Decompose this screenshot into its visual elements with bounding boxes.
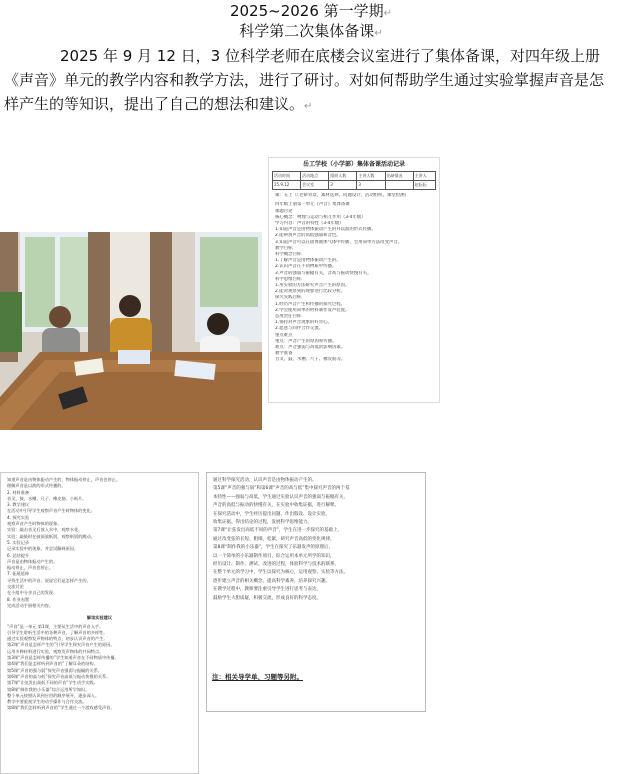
scan-line: 知道声音是由物体振动产生的，物体振动停止，声音也停止。: [7, 477, 121, 482]
record-line: 探究实践目标: [275, 295, 302, 301]
record-cell: 3: [357, 181, 385, 190]
page-title: 科学第二次集体备课↵: [239, 22, 383, 40]
record-cell: 会议室: [301, 181, 329, 190]
record-line: 1.知道声音是由物体振动产生的并以波的形式传播。: [275, 227, 376, 233]
record-line: 教学准备: [275, 351, 293, 357]
record-cell: 主讲人数: [357, 172, 385, 181]
record-title: 岳工学校（小学部）集体备课活动记录: [302, 161, 405, 168]
record-line: 重点：声音产生的原因和传播。: [275, 338, 337, 344]
record-cell: 活动时间: [273, 172, 301, 181]
record-topic: 课：五上（（老研背景、素材选择、问题设计、活动组织、课堂检测）: [275, 193, 409, 199]
scan-line: 在整个单元的学习中，学生以探究为核心，运用观察、实验等方法，: [213, 570, 348, 576]
record-line: 科学思维目标: [275, 276, 302, 282]
scan-left-top: [1, 473, 198, 609]
scan-line: 第8课“制作我的小乐器”综合运用所学知识。: [7, 686, 90, 692]
record-line: 核心概念：物理与运动与相互作用（3-4年级）: [275, 214, 366, 220]
record-line: 态度责任目标: [275, 314, 302, 320]
record-line: 教学目标: [275, 245, 293, 251]
scan-line: 实验：敲击音叉后放入水中，观察水花。: [7, 527, 83, 533]
record-line: 音叉、鼓、水槽、尺子、橡皮筋等。: [275, 357, 346, 363]
record-cell: 主讲人: [413, 172, 435, 181]
scan-line: 交流讨论: [7, 584, 24, 590]
scan-line: 鼓励学生大胆质疑，积极交流，形成良好的科学态度。: [213, 595, 321, 601]
scan-line: 收集证据、得出结论的过程，发展科学思维能力。: [213, 520, 312, 526]
record-line: 3.知道声音可以在固体液体气体中传播，会用简单方法改变声音。: [275, 239, 403, 245]
record-line: 2.能辨别声音的高低强弱和音色。: [275, 233, 341, 239]
scan-line: 5. 实验记录: [7, 539, 30, 545]
scan-line: 第3课“声音是怎样传播的”学生知道声音在不同物质中传播。: [7, 655, 119, 661]
scan-line: 寻找生活中的声音，说说它们是怎样产生的。: [7, 577, 91, 583]
scan-line: 以一个简单的小乐器制作项目，综合运用本单元所学的知识，: [213, 553, 335, 559]
record-cell: 赵耘耘: [413, 181, 435, 190]
record-line: 2.学会使用简单的材料制作发声装置。: [275, 307, 350, 313]
scan-line: 整个单元按照认识到应用的顺序展开，逐步深入。: [7, 692, 100, 698]
scan-line: 运用多种材料进行实验，观察发声物体的共同特点。: [7, 648, 104, 654]
record-line: 1.用实验的方法研究声音产生的原因。: [275, 283, 350, 289]
record-cell: 活动地点: [301, 172, 329, 181]
record-info-table: [272, 171, 436, 190]
record-cell: 组织人数: [329, 172, 357, 181]
scan-right-lines: [207, 473, 425, 603]
attachment-note: 注：相关导学单、习题等另附。: [212, 673, 303, 681]
scan-line: 2. 材料准备: [7, 489, 30, 495]
record-cell: 25.9.12: [273, 181, 301, 190]
record-cell: 出缺情况: [385, 172, 413, 181]
scan-line: 通过实验观察发声物体的特点，初步认识声音的产生。: [7, 636, 108, 642]
activity-record-scan: [268, 157, 440, 403]
semester-heading: 2025~2026 第一学期↵: [229, 2, 393, 20]
scan-line: 通过改变弦的长短、粗细、松紧，研究声音高低的变化规律。: [213, 536, 335, 542]
scan-line: 第2课“声音是怎样产生的”引导学生探究声音产生的原因。: [7, 642, 115, 648]
scan-line: 音叉、鼓、水槽、尺子、橡皮筋、小纸片。: [7, 495, 87, 501]
scan-line: 逐步建立声音的相关概念，提高科学素养，培养探究兴趣。: [213, 578, 330, 584]
scan-line: “声音”是一单元 第1课，主要从生活中的声音入手。: [7, 623, 104, 629]
scan-line: 声音是由物体振动产生的。: [7, 558, 58, 564]
scan-line: 在小组中分享自己的发现。: [7, 590, 58, 596]
scan-line: 4. 探究实验: [7, 514, 30, 520]
scan-line: 引导学生聆听生活中的各种声音，了解声音的多样性。: [7, 629, 108, 635]
scan-left-bottom: [1, 624, 198, 712]
scan-line: 经历设计、制作、测试、改进的过程，体验科学与技术的联系。: [213, 562, 339, 568]
scan-line: 在活动中引导学生观察声音产生时物体的变化。: [7, 508, 95, 514]
scan-line: 振动停止，声音也停止。: [7, 565, 54, 571]
record-line: 1.经历声音产生和传播的探究过程。: [275, 301, 346, 307]
record-line: 2.认识声音在不同物质中传播。: [275, 264, 337, 270]
scan-line: 通过科学探究活动，认识声音是由物体振动产生的。: [213, 478, 317, 483]
record-line: 1.保持对声音现象的好奇心。: [275, 320, 332, 326]
scan-line: 完成活动手册相关内容。: [7, 602, 54, 608]
scan-line: 第5课“声音的强与弱”探究声音强弱与振幅的关系。: [7, 667, 102, 673]
scan-line: 第6课“声音的高与低”探究声音高低与振动快慢的关系。: [7, 673, 111, 679]
scan-left-section-title: 解读实验建议: [86, 615, 113, 621]
record-line: 重点难点: [275, 332, 293, 338]
record-cell: [385, 181, 413, 190]
record-lines: [275, 202, 433, 363]
scan-line: 教学中要重视学生的动手操作与合作交流。: [7, 699, 87, 705]
record-cell: 3: [329, 181, 357, 190]
intro-paragraph: 2025 年 9 月 12 日，3 位科学老师在底楼会议室进行了集体备课，对四年级上册《声音》单元的教学内容和教学方法，进行了研讨。对如何帮助学生通过实验掌握声音是怎样产生的等知识，提出了自己的想法和建议。↵: [4, 47, 605, 113]
scan-line: 实验：敲鼓时在鼓面放纸屑，观察纸屑的跳动。: [7, 533, 95, 539]
record-line: 3.声音的强弱与振幅有关，音高与振动快慢有关。: [275, 270, 372, 276]
record-line: 科学概念目标: [275, 252, 302, 258]
record-line: 难点：声音强弱与高低的影响因素。: [275, 345, 346, 351]
scan-line: 观察声音产生时物体的现象。: [7, 521, 62, 527]
scan-line: 在教学过程中，教师要注重引导学生进行思考与表达，: [213, 587, 321, 593]
lesson-plan-scan-left: [0, 472, 199, 774]
meeting-photo: [0, 232, 262, 430]
scan-line: 第7课“让弦发出高低不同的声音”学生动手实践。: [7, 680, 98, 686]
record-line: 2.能对观察到的现象进行比较分析。: [275, 289, 346, 295]
record-line: 1.了解声音是由物体振动产生的。: [275, 258, 341, 264]
scan-line: 声音的高低与振动的快慢有关，在实验中收集证据，进行解释。: [213, 503, 339, 509]
scan-line: 第7课“让弦发出高低不同的声音”，学生在进一步探究的基础上，: [213, 528, 343, 534]
scan-line: 3. 教学建议: [7, 502, 30, 508]
scan-line: 第5课“声音的强与弱”和第6课“声音的高与低”集中探究声音的两个基: [213, 486, 350, 492]
scan-line: 7. 拓展延伸: [7, 571, 30, 577]
record-line: 2.愿意与同伴合作交流。: [275, 326, 324, 332]
scan-line: 第4课“我们是怎样听到声音的”了解耳朵的结构。: [7, 661, 98, 667]
scan-line: 6. 总结提升: [7, 552, 30, 558]
scan-line: 第8课“制作我的小乐器”，学生在探究了乐器发声的原理后，: [213, 545, 334, 551]
scan-line: 理解声音是以波的形式传播的。: [7, 483, 66, 489]
record-line: 学习内容：声音的特性（3-4年级）: [275, 221, 344, 227]
scan-line: 第8课“我们怎样听到声音的”学生通过一个游戏感受声音。: [7, 705, 115, 711]
record-line: 课题讨论: [275, 208, 293, 214]
scan-line: 记录实验中的现象，并尝试解释原因。: [7, 546, 79, 552]
scan-line: 8. 作业布置: [7, 596, 30, 602]
record-line: 四年级上册第一单元《声音》集体备课: [275, 202, 350, 208]
scan-line: 在探究活动中，学生经历提出问题、作出假设、设计实验、: [213, 511, 330, 517]
record-body: [275, 193, 433, 363]
scan-line: 本特性——强弱与高低，学生通过实验认识声音的强弱与振幅有关，: [213, 494, 348, 500]
